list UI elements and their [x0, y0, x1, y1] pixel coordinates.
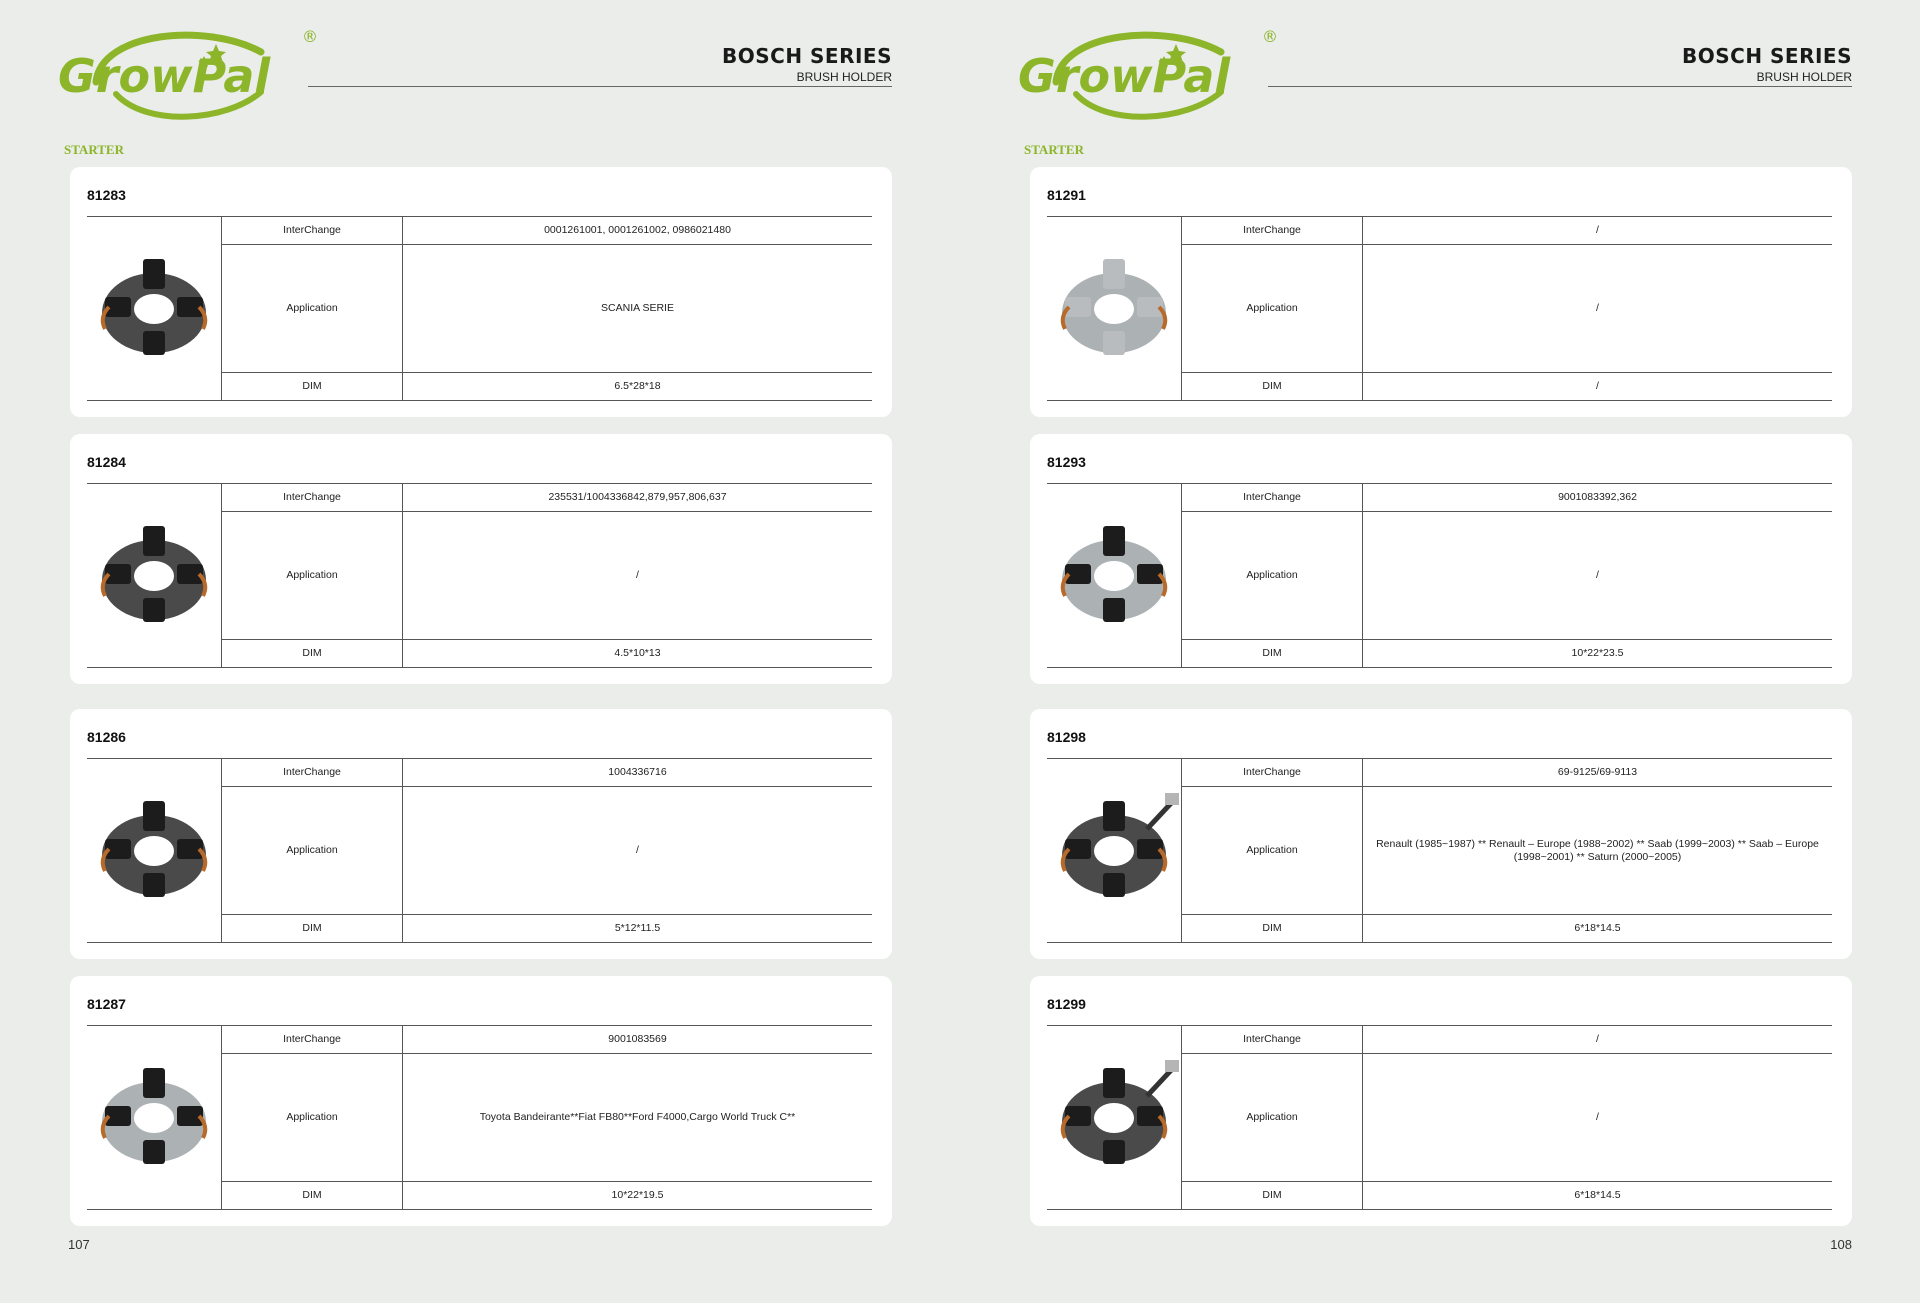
product-code: 81299 — [1047, 996, 1086, 1012]
dim-value: 4.5*10*13 — [614, 647, 661, 659]
product-photo — [87, 759, 222, 942]
product-spec-table — [87, 483, 872, 668]
application-value: / — [1363, 512, 1832, 640]
dim-label: DIM — [222, 1182, 403, 1209]
application-label: Application — [222, 1054, 403, 1182]
application-label: Application — [222, 245, 403, 373]
product-card — [1030, 709, 1852, 959]
brush-holder-black-clip-icon — [87, 514, 221, 634]
product-spec-table — [1047, 216, 1832, 401]
brand-logo — [56, 22, 326, 122]
brush-holder-small-icon — [87, 789, 221, 909]
product-code: 81298 — [1047, 729, 1086, 745]
dim-label: DIM — [222, 915, 403, 942]
dim-value: 6*18*14.5 — [1574, 922, 1621, 934]
product-spec-table — [87, 758, 872, 943]
product-card — [70, 167, 892, 417]
registered-mark: ® — [302, 27, 318, 46]
interchange-label: InterChange — [222, 1026, 403, 1054]
interchange-label: InterChange — [222, 217, 403, 245]
brand-name: GrowPal — [1018, 49, 1231, 103]
product-photo — [87, 484, 222, 667]
dim-value: 10*22*19.5 — [611, 1189, 664, 1201]
page-number: 107 — [68, 1237, 90, 1252]
product-spec-table — [1047, 1025, 1832, 1210]
product-card — [70, 976, 892, 1226]
series-subtitle: BRUSH HOLDER — [1756, 70, 1852, 84]
product-card — [1030, 434, 1852, 684]
product-spec-table — [87, 1025, 872, 1210]
application-label: Application — [1182, 1054, 1363, 1182]
series-title: BOSCH SERIES — [721, 44, 892, 68]
dim-value: 6*18*14.5 — [1574, 1189, 1621, 1201]
application-value: / — [1363, 245, 1832, 373]
application-value: Toyota Bandeirante**Fiat FB80**Ford F4000,Cargo World Truck C** — [403, 1054, 872, 1182]
dim-label: DIM — [222, 640, 403, 667]
product-spec-table — [1047, 483, 1832, 668]
dim-label: DIM — [222, 373, 403, 400]
dim-value: / — [1596, 380, 1599, 392]
application-value: / — [403, 787, 872, 915]
application-value: SCANIA SERIE — [403, 245, 872, 373]
interchange-label: InterChange — [1182, 217, 1363, 245]
application-label: Application — [1182, 245, 1363, 373]
interchange-value: 9001083392,362 — [1363, 484, 1832, 512]
application-value: / — [403, 512, 872, 640]
dim-label: DIM — [1182, 915, 1363, 942]
brush-holder-with-bracket-icon — [1047, 1056, 1181, 1176]
page-number: 108 — [1830, 1237, 1852, 1252]
product-spec-table — [1047, 758, 1832, 943]
registered-mark: ® — [1262, 27, 1278, 46]
product-photo — [1047, 484, 1182, 667]
interchange-label: InterChange — [1182, 1026, 1363, 1054]
growpal-logo — [56, 22, 326, 122]
dim-value: 6.5*28*18 — [614, 380, 661, 392]
growpal-logo — [1016, 22, 1286, 122]
interchange-label: InterChange — [222, 759, 403, 787]
product-code: 81291 — [1047, 187, 1086, 203]
product-card — [1030, 976, 1852, 1226]
product-code: 81283 — [87, 187, 126, 203]
brand-name: GrowPal — [58, 49, 271, 103]
application-label: Application — [222, 512, 403, 640]
interchange-value: 235531/1004336842,879,957,806,637 — [403, 484, 872, 512]
interchange-label: InterChange — [1182, 484, 1363, 512]
section-label: STARTER — [1024, 142, 1084, 157]
interchange-value: 69-9125/69-9113 — [1363, 759, 1832, 787]
dim-label: DIM — [1182, 1182, 1363, 1209]
interchange-label: InterChange — [222, 484, 403, 512]
series-subtitle: BRUSH HOLDER — [796, 70, 892, 84]
interchange-value: / — [1363, 1026, 1832, 1054]
application-label: Application — [1182, 787, 1363, 915]
interchange-value: / — [1363, 217, 1832, 245]
dim-label: DIM — [1182, 373, 1363, 400]
section-label: STARTER — [64, 142, 124, 157]
product-photo — [1047, 759, 1182, 942]
interchange-value: 9001083569 — [403, 1026, 872, 1054]
interchange-value: 1004336716 — [403, 759, 872, 787]
header-rule — [1268, 86, 1852, 87]
product-code: 81284 — [87, 454, 126, 470]
dim-value: 5*12*11.5 — [614, 922, 661, 934]
product-code: 81287 — [87, 996, 126, 1012]
product-photo — [1047, 1026, 1182, 1209]
application-value: / — [1363, 1054, 1832, 1182]
brush-holder-metal-icon — [87, 1056, 221, 1176]
application-label: Application — [1182, 512, 1363, 640]
product-card — [70, 709, 892, 959]
application-value: Renault (1985~1987) ** Renault – Europe (1988~2002) ** Saab (1999~2003) ** Saab – Europe (1998~2001) ** Saturn (2000~2005) — [1363, 787, 1832, 915]
brush-holder-bare-metal-icon — [1047, 247, 1181, 367]
header-rule — [308, 86, 892, 87]
brush-holder-metal-brushes-icon — [1047, 514, 1181, 634]
product-photo — [87, 1026, 222, 1209]
interchange-value: 0001261001, 0001261002, 0986021480 — [403, 217, 872, 245]
dim-label: DIM — [1182, 640, 1363, 667]
product-card — [70, 434, 892, 684]
application-label: Application — [222, 787, 403, 915]
product-photo — [1047, 217, 1182, 400]
series-title: BOSCH SERIES — [1681, 44, 1852, 68]
product-photo — [87, 217, 222, 400]
product-code: 81293 — [1047, 454, 1086, 470]
catalog-page-108 — [960, 0, 1920, 1303]
dim-value: 10*22*23.5 — [1571, 647, 1624, 659]
product-code: 81286 — [87, 729, 126, 745]
product-card — [1030, 167, 1852, 417]
brush-holder-black-disc-icon — [87, 247, 221, 367]
interchange-label: InterChange — [1182, 759, 1363, 787]
brand-logo — [1016, 22, 1286, 122]
brush-holder-with-lead-icon — [1047, 789, 1181, 909]
product-spec-table — [87, 216, 872, 401]
